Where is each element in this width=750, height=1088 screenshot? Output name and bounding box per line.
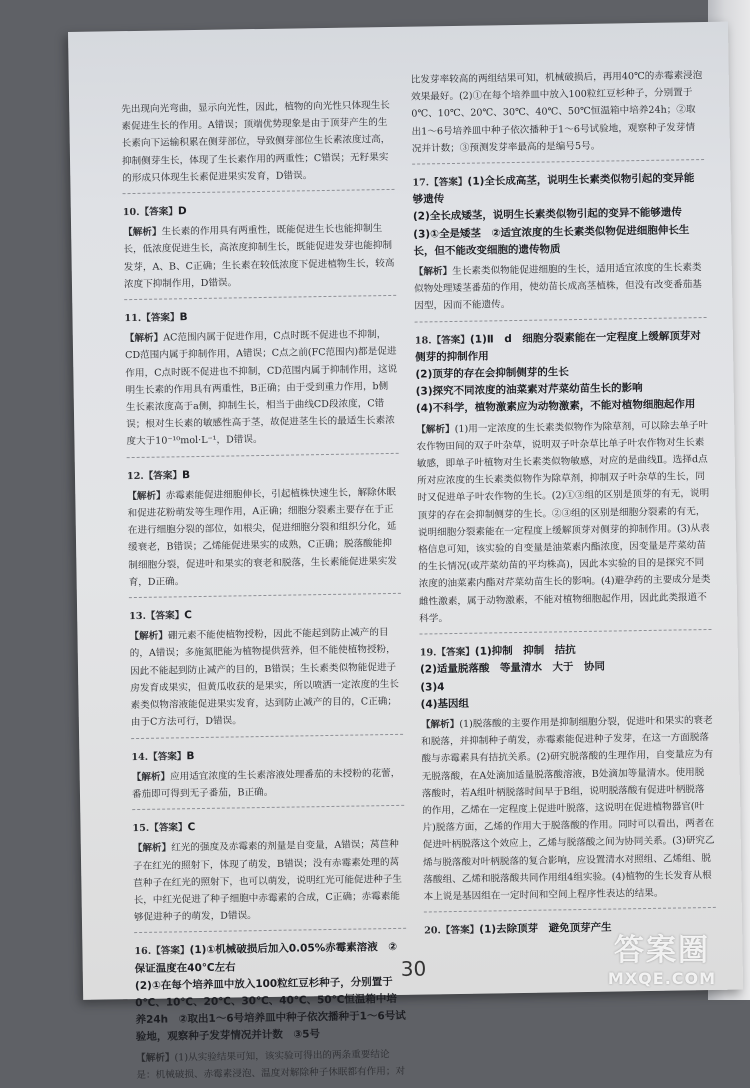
analysis-text: 生长素类似物能促进细胞的生长，适用适宜浓度的生长素类似物处理矮茎番茄的作用，使幼苗长成高茎植株，但没有改变番茄基因型，因而不能遗传。 xyxy=(413,262,702,313)
analysis-block xyxy=(421,712,716,906)
block-text xyxy=(416,417,711,628)
block-text xyxy=(124,306,396,327)
answer-block xyxy=(129,604,401,625)
block-text xyxy=(125,326,399,451)
answer-text: B xyxy=(181,468,191,481)
analysis-text: 硼元素不能使植物授粉，因此不能起到防止减产的目的，A错误；多施氮肥能为植物提供营养，但不能使植物授粉，因此不能起到防止减产的目的，B错误；生长素类似物能促进子房发育成果实，但黄瓜收获的是果实，所以喷洒一定浓度的生长素类似物溶液能促进果实发育，达到防止减产的目的，C正确；由于C方法可行，D错误。 xyxy=(129,627,399,729)
answer-block xyxy=(131,744,403,765)
block-text xyxy=(127,484,401,591)
block-text xyxy=(121,97,394,187)
analysis-label: 【解析】 xyxy=(136,1052,175,1064)
watermark-url: MXQE.COM xyxy=(607,969,717,988)
answer-label: 13.【答案】 xyxy=(129,610,185,623)
analysis-text: 先出现向光弯曲，显示向光性，因此，植物的向光性只体现生长素促进生长的作用。A错误；顶端优势现象是由于顶芽产生的生长素向下运输积累在侧芽部位，导致侧芽部位生长素浓度过高，抑制侧芽生长，体现了生长素作用的两重性；C错误；无籽果实的形成只体现生长素促进果实发育，D错误。 xyxy=(121,99,391,184)
analysis-label: 【解析】 xyxy=(129,630,168,643)
question-divider xyxy=(415,317,707,323)
block-text xyxy=(134,939,408,1046)
left-column xyxy=(121,97,408,1087)
answer-text: B xyxy=(186,749,195,762)
analysis-label: 【解析】 xyxy=(132,842,172,855)
answer-text: C xyxy=(184,609,193,622)
answer-block xyxy=(123,200,395,221)
block-text xyxy=(136,1045,409,1084)
analysis-label: 【解析】 xyxy=(123,226,162,239)
analysis-block xyxy=(414,259,707,315)
answer-label: 11.【答案】 xyxy=(124,312,180,325)
analysis-text: (1)从实验结果可知，该实验可得出的两条重要结论是：机械破损、赤霉素浸泡、温度对解除种子休眠都有作用；对 xyxy=(136,1048,406,1081)
analysis-label: 【解析】 xyxy=(413,266,453,278)
analysis-block xyxy=(416,417,711,628)
analysis-block xyxy=(125,326,399,451)
block-text xyxy=(414,259,707,315)
analysis-block xyxy=(133,836,406,926)
analysis-text: 红光的强度及赤霉素的剂量是自变量，A错误；莴苣种子在红光的照射下，体现了萌发，B错误；没有赤霉素处理的莴苣种子在红光的照射下，也可以萌发，说明红光可能促进种子生长，中红光促进了种子细胞中赤霉素的合成，C正确；赤霉素能够促进种子的萌发，D错误。 xyxy=(133,839,403,924)
answer-label: 15.【答案】 xyxy=(132,822,188,835)
question-divider xyxy=(132,805,404,810)
question-divider xyxy=(424,907,716,913)
answer-block xyxy=(420,640,713,713)
answer-text: B xyxy=(179,311,188,324)
block-text xyxy=(133,836,406,926)
block-text xyxy=(129,604,401,625)
answer-block xyxy=(412,170,705,261)
analysis-text: 应用适宜浓度的生长素溶液处理番茄的未授粉的花蕾，番茄即可得到无子番茄，B正确。 xyxy=(131,767,401,800)
question-divider xyxy=(412,159,704,165)
analysis-block xyxy=(127,484,401,591)
block-text xyxy=(132,816,404,837)
block-text xyxy=(123,220,396,293)
watermark xyxy=(592,925,732,995)
analysis-block xyxy=(411,67,704,158)
block-text xyxy=(420,640,713,713)
block-text xyxy=(421,712,716,906)
question-divider xyxy=(124,295,396,300)
answer-label: 10.【答案】 xyxy=(122,206,179,219)
analysis-text: AC范围内属于促进作用，C点时既不促进也不抑制，CD范围内属于抑制作用，A错误；C点之前(FC范围内)都是促进作用，C点时既不促进也不抑制，CD范围内属于抑制作用，这说明生长素的作用具有两重性，B正确；由于受到重力作用，b侧生长素浓度高于a侧，抑制生长，相当于曲线CD段浓度，C错误；根对生长素的敏感性高于茎，故促进茎生长的最适生长素浓度大于10⁻¹⁰mol·L⁻¹，D错误。 xyxy=(125,329,398,448)
block-text xyxy=(131,744,403,765)
answer-label: 19.【答案】 xyxy=(419,646,475,659)
block-text xyxy=(123,200,395,221)
answer-block xyxy=(124,306,396,327)
block-text xyxy=(415,328,708,419)
analysis-label: 【解析】 xyxy=(416,423,455,436)
answer-text: D xyxy=(177,205,187,218)
answer-block xyxy=(132,816,404,837)
answer-block xyxy=(134,939,408,1046)
answer-label: 17.【答案】 xyxy=(412,176,468,189)
question-divider xyxy=(131,733,403,738)
analysis-text: 赤霉素能促进细胞伸长，引起植株快速生长，解除休眠和促进花粉萌发等生理作用，A正确；细胞分裂素主要存在于正在进行细胞分裂的部位，如根尖，促进细胞分裂和组织分化，延缓衰老，B错误；乙烯能促进果实的成熟，C正确；脱落酸能抑制细胞分裂，促进叶和果实的衰老和脱落，生长素能促进果实发育，D正确。 xyxy=(127,486,398,588)
block-text xyxy=(411,67,704,158)
answer-label: 20.【答案】 xyxy=(424,924,480,937)
block-text xyxy=(412,170,705,261)
block-text xyxy=(132,765,405,804)
analysis-block xyxy=(123,220,396,293)
analysis-text: 比发芽率较高的两组结果可知，机械破损后，再用40℃的赤霉素浸泡效果最好。(2)①在每个培养皿中放入100粒红豆杉种子，分别置于0℃、10℃、20℃、30℃、40℃、50℃恒温箱中培养24h；②取出1～6号培养皿中种子依次播种于1～6号试验地，观察种子发芽情况并计数；③预测发芽率最高的是编号5号。 xyxy=(410,70,703,155)
answer-label: 16.【答案】 xyxy=(134,945,190,958)
question-divider xyxy=(419,629,711,635)
workbook-page xyxy=(68,22,743,1081)
answer-text: (1)Ⅱ d 细胞分裂素能在一定程度上缓解顶芽对侧芽的抑制作用 (2)顶芽的存在会抑制侧芽的生长 (3)探究不同浓度的油菜素对芹菜幼苗生长的影响 (4)不科学，植物激素应为动物激素，不能对植物细胞起作用 xyxy=(415,329,701,416)
analysis-text: 生长素的作用具有两重性，既能促进生长也能抑制生长，低浓度促进生长，高浓度抑制生长，既能促进发芽也能抑制发芽，A、B、C正确；生长素在较低浓度下促进植物生长，较高浓度下抑制作用，D错误。 xyxy=(123,223,395,290)
right-column xyxy=(411,67,717,943)
page-number: 30 xyxy=(400,956,427,981)
answer-text: (1)全长成高茎，说明生长素类似物引起的变异能够遗传 (2)全长成矮茎，说明生长素类似物引起的变异不能够遗传 (3)①全是矮茎 ②适宜浓度的生长素类似物促进细胞伸长生长，但不能改变细胞的遗传物质 xyxy=(412,172,695,258)
analysis-block xyxy=(136,1045,409,1084)
analysis-block xyxy=(129,624,403,731)
question-divider xyxy=(134,928,406,933)
analysis-label: 【解析】 xyxy=(127,490,166,502)
analysis-block xyxy=(132,765,405,804)
answer-text: (1)①机械破损后加入0.05%赤霉素溶液 ②保证温度在40℃左右 (2)①在每个培养皿中放入100粒红豆杉种子，分别置于0℃、10℃、20℃、30℃、40℃、50℃恒温箱中培养24h ②取出1～6号培养皿中种子依次播种于1～6号试验地，观察种子发芽情况并计数 ③5号 xyxy=(134,941,406,1044)
question-divider xyxy=(129,593,401,598)
block-text xyxy=(127,464,399,485)
answer-text: C xyxy=(187,821,196,834)
analysis-text: (1)用一定浓度的生长素类似物作为除草剂，可以除去单子叶农作物田间的双子叶杂草，说明双子叶杂草比单子叶农作物对生长素敏感，即单子叶植物对生长素类似物敏感，对应的是曲线Ⅱ。选择d点所对应浓度的生长素类似物作为除草剂，抑制双子叶杂草的生长，同时又促进单子叶农作物的生长。(2)①③组的区别是顶芽的有无，说明顶芽的存在会抑制侧芽的生长。②③组的区别是细胞分裂素的有无，说明细胞分裂素能在一定程度上缓解顶芽对侧芽的抑制作用。(3)从表格信息可知，该实验的自变量是油菜素内酯浓度，因变量是芹菜幼苗的生长情况(或芹菜幼苗的平均株高)，因此本实验的目的是探究不同浓度的油菜素内酯对芹菜幼苗生长的影响。(4)避孕药的主要成分是类雌性激素，属于动物激素，不能对植物细胞起作用，因此此类报道不科学。 xyxy=(416,419,711,625)
answer-label: 12.【答案】 xyxy=(126,469,183,482)
analysis-label: 【解析】 xyxy=(420,718,460,731)
answer-block xyxy=(127,464,399,485)
watermark-logo: 答案圈 xyxy=(614,933,710,968)
analysis-label: 【解析】 xyxy=(131,771,171,783)
answer-label: 14.【答案】 xyxy=(131,750,187,763)
analysis-block xyxy=(121,97,394,187)
answer-text: (1)抑制 抑制 拮抗 (2)适量脱落酸 等量清水 大于 协同 (3)4 (4)基因组 xyxy=(419,644,606,711)
answer-text: (1)去除顶芽 避免顶芽产生 xyxy=(479,921,612,936)
question-divider xyxy=(127,453,399,458)
question-divider xyxy=(123,189,395,194)
analysis-label: 【解析】 xyxy=(124,332,164,345)
answer-label: 18.【答案】 xyxy=(414,334,471,347)
block-text xyxy=(129,624,403,731)
answer-block xyxy=(415,328,708,419)
analysis-text: (1)脱落酸的主要作用是抑制细胞分裂，促进叶和果实的衰老和脱落，并抑制种子萌发，赤霉素能促进种子发芽，在这一方面脱落酸与赤霉素具有拮抗关系。(2)研究脱落酸的生理作用，自变量应为有无脱落酸，在A处滴加适量脱落酸溶液，B处滴加等量清水。使用脱落酸时，若A组叶柄脱落时间早于B组，说明脱落酸有促进叶柄脱落的作用，乙烯在一定程度上促进叶脱落，这说明在促进植物器官(叶片)脱落方面，乙烯的作用大于脱落酸的作用。同时可以看出，两者在促进叶柄脱落这个效应上，乙烯与脱落酸之间为协同关系。(3)研究乙烯与脱落酸对叶柄脱落的复合影响，应设置清水对照组、乙烯组、脱落酸组、乙烯和脱落酸共同作用组4组实验。(4)植物的生长发育从根本上说是基因组在一定时间和空间上程序性表达的结果。 xyxy=(421,714,715,903)
